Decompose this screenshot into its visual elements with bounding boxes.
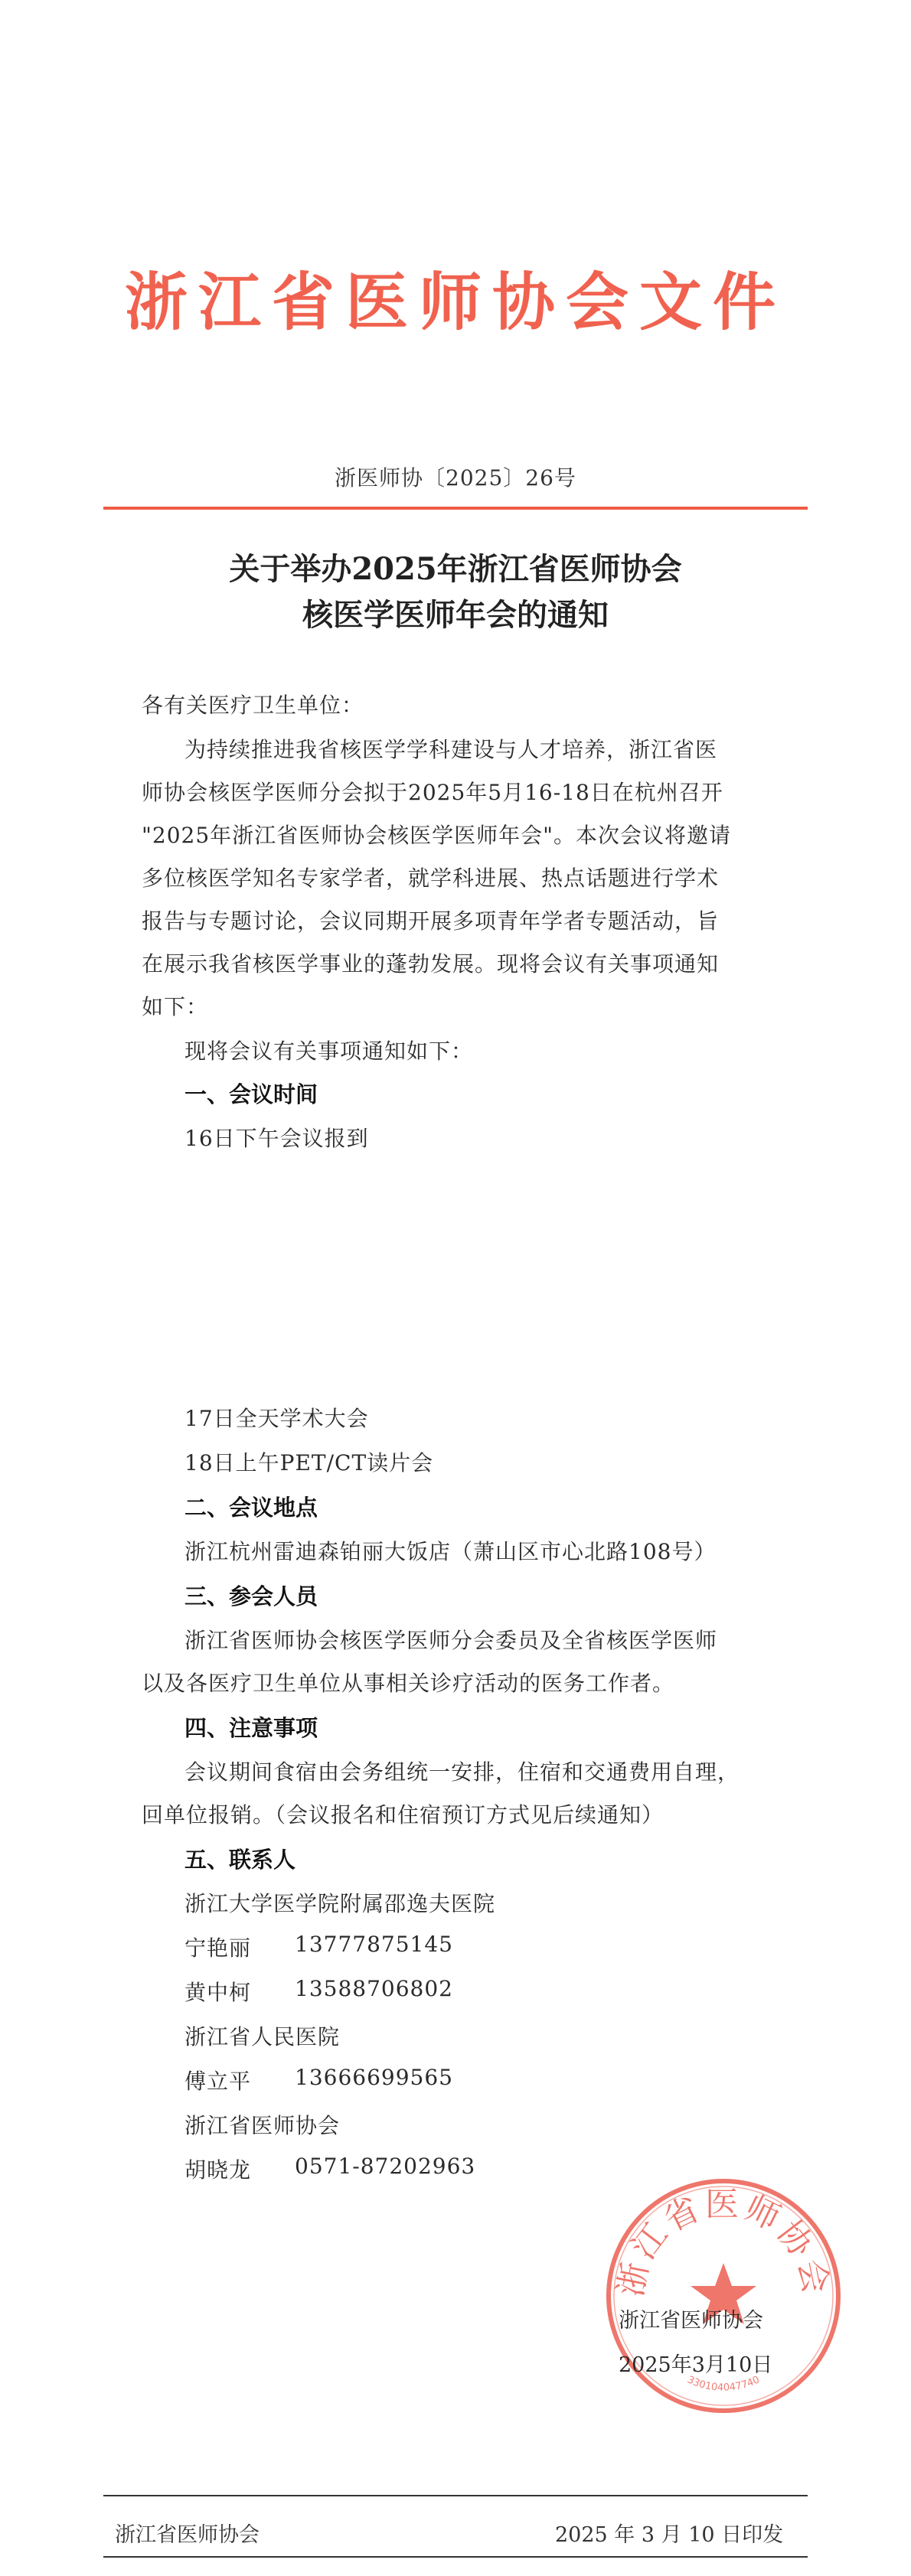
document-header-title: 浙江省医师协会文件 (124, 266, 786, 339)
footer-date: 2025 年 3 月 10 日印发 (555, 2523, 784, 2547)
official-seal-stamp (597, 2170, 850, 2422)
notes-line: 会议期间食宿由会务组统一安排，住宿和交通费用自理， (184, 1759, 740, 1785)
intro-line: 如下： (142, 994, 209, 1019)
section-heading-location: 二、会议地点 (184, 1495, 318, 1521)
notice-title-line-1: 关于举办2025年浙江省医师协会 (229, 551, 682, 587)
repeat-line: 现将会议有关事项通知如下： (184, 1039, 474, 1064)
document-number: 浙医师协〔2025〕26号 (335, 465, 576, 491)
participants-line: 以及各医疗卫生单位从事相关诊疗活动的医务工作者。 (142, 1671, 675, 1696)
section-heading-time: 一、会议时间 (184, 1081, 318, 1107)
contact-person-phone: 13666699565 (295, 2065, 453, 2090)
participants-line: 浙江省医师协会核医学医师分会委员及全省核医学医师 (184, 1628, 718, 1653)
footer-org: 浙江省医师协会 (115, 2523, 260, 2547)
section-heading-participants: 三、参会人员 (184, 1583, 318, 1609)
time-item: 17日全天学术大会 (184, 1406, 369, 1431)
time-item: 18日上午PET/CT读片会 (184, 1450, 434, 1475)
signature-org: 浙江省医师协会 (619, 2309, 763, 2333)
contact-person-phone: 13588706802 (295, 1976, 453, 2001)
header-red-divider (103, 507, 808, 510)
intro-line: 在展示我省核医学事业的蓬勃发展。现将会议有关事项通知 (142, 951, 720, 977)
notice-title-line-2: 核医学医师年会的通知 (302, 597, 609, 633)
notes-line: 回单位报销。（会议报名和住宿预订方式见后续通知） (142, 1802, 664, 1828)
intro-line: 多位核医学知名专家学者，就学科进展、热点话题进行学术 (142, 866, 720, 891)
contact-person-phone: 0571-87202963 (295, 2154, 476, 2179)
contact-person-phone: 13777875145 (295, 1932, 453, 1957)
intro-line: 报告与专题讨论，会议同期开展多项青年学者专题活动，旨 (142, 908, 720, 934)
salutation: 各有关医疗卫生单位： (142, 693, 364, 718)
footer-bottom-rule (103, 2556, 808, 2558)
section-heading-contacts: 五、联系人 (184, 1847, 296, 1873)
signature-date: 2025年3月10日 (619, 2353, 773, 2377)
time-item: 16日下午会议报到 (184, 1126, 369, 1151)
seal-arc-text: 浙江省医师协会 (611, 2185, 836, 2300)
contact-person-name: 傅立平 (184, 2069, 252, 2094)
contact-org: 浙江省医师协会 (184, 2113, 341, 2138)
contact-person-name: 黄中柯 (184, 1980, 252, 2005)
location-text: 浙江杭州雷迪森铂丽大饭店（萧山区市心北路108号） (184, 1539, 717, 1564)
footer-top-rule (103, 2495, 808, 2496)
contact-org: 浙江省人民医院 (184, 2024, 341, 2049)
intro-line: 为持续推进我省核医学学科建设与人才培养，浙江省医 (184, 737, 718, 762)
seal-code-text: 330104047740 (685, 2374, 762, 2394)
contact-person-name: 宁艳丽 (184, 1935, 252, 1961)
contact-person-name: 胡晓龙 (184, 2157, 252, 2183)
intro-line: "2025年浙江省医师协会核医学医师年会"。本次会议将邀请 (142, 823, 732, 848)
contact-org: 浙江大学医学院附属邵逸夫医院 (184, 1891, 496, 1916)
section-heading-notes: 四、注意事项 (184, 1715, 318, 1741)
intro-line: 师协会核医学医师分会拟于2025年5月16-18日在杭州召开 (142, 780, 723, 805)
